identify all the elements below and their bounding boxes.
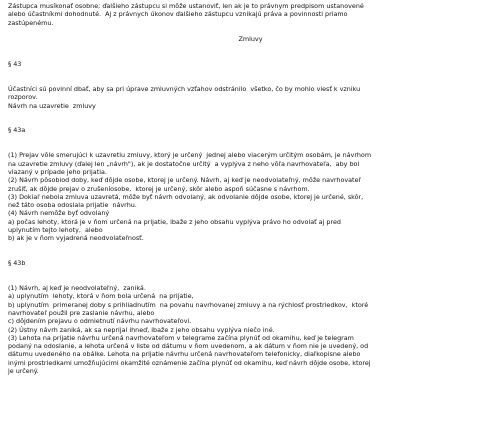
- paragraph-line: je určený.: [8, 367, 39, 376]
- paragraph-line: (3) Lehota na prijatie návrhu určená navrhovateľom v telegrame začína plynúť od okamihu, keď je telegram: [8, 333, 354, 342]
- paragraph-line: b) ak je v ňom vyjadrená neodvolateľnosť.: [8, 234, 144, 243]
- paragraph-line: (4) Návrh nemôže byť odvolaný: [8, 209, 110, 218]
- paragraph-line: (1) Návrh, aj keď je neodvolateľný, zaniká.: [8, 284, 146, 293]
- paragraph-line: b) uplynutím primeranej doby s prihliadnutím na povahu navrhovanej zmluvy a na rýchlosť prostriedkov, ktoré: [8, 300, 369, 309]
- paragraph-line: a) uplynutím lehoty, ktorá v ňom bola určená na prijatie,: [8, 292, 194, 301]
- section-heading-zmluvy: Zmluvy: [238, 35, 263, 44]
- paragraph-line: Účastníci sú povinní dbať, aby sa pri úprave zmluvných vzťahov odstránilo všetko, čo by mohlo viesť k vzniku: [8, 84, 361, 93]
- section-title: § 43a: [8, 126, 26, 135]
- paragraph-line: a) počas lehoty, ktorá je v ňom určená na prijatie, ibaže z jeho obsahu vyplýva právo ho odvolať aj pred: [8, 217, 341, 226]
- paragraph-line: navrhovateľ použil pre zaslanie návrhu, alebo: [8, 308, 155, 317]
- paragraph-line: dátumu uvedeného na obálke. Lehota na prijatie návrhu určená navrhovateľom telefonicky, diaľkopisne alebo: [8, 350, 361, 359]
- paragraph-line: viazaný v prípade jeho prijatia.: [8, 167, 107, 176]
- paragraph-line: podaný na odoslanie, a lehota určená v liste od dátumu v ňom uvedenom, a ak dátum v ňom nie je uvedený, od: [8, 342, 369, 351]
- paragraph-line: (2) Návrh pôsobiod doby, keď dôjde osobe, ktorej je určený. Návrh, aj keď je neodvolateľný, môže navrhovateľ: [8, 176, 361, 185]
- intro-line: Zástupca musíkonať osobne; ďalšieho zástupcu si môže ustanoviť, len ak je to právnym predpisom ustanovené: [8, 2, 364, 10]
- paragraph-line: než táto osoba odoslala prijatie návrhu.: [8, 201, 137, 210]
- section-title: § 43: [8, 60, 22, 69]
- paragraph-line: (2) Ústny návrh zaniká, ak sa neprijal ihneď, ibaže z jeho obsahu vyplýva niečo iné.: [8, 325, 275, 334]
- intro-line: zastúpenému.: [8, 18, 54, 27]
- paragraph-line: Návrh na uzavretie zmluvy: [8, 101, 96, 110]
- paragraph-line: inými prostriedkami umožňujúcimi okamžité oznámenie začína plynúť od okamihu, keď návrh dôjde osobe, ktorej: [8, 358, 371, 367]
- section-title: § 43b: [8, 259, 26, 268]
- intro-line: alebo účastníkmi dohodnuté. Aj z právnych úkonov ďalšieho zástupcu vznikajú práva a povinnosti priamo: [8, 10, 348, 19]
- paragraph-line: (1) Prejav vôle smerujúci k uzavretiu zmluvy, ktorý je určený jednej alebo viacerým určitým osobám, je návrhom: [8, 151, 372, 160]
- paragraph-line: na uzavretie zmluvy (ďalej len „návrh"), ak je dostatočne určitý a vyplýva z neho vôľa navrhovateľa, aby bol: [8, 159, 360, 168]
- paragraph-line: zrušiť, ak dôjde prejav o zrušeníosobe, ktorej je určený, skôr alebo aspoň súčasne s návrhom.: [8, 184, 310, 193]
- paragraph-line: c) dôjdením prejavu o odmietnutí návrhu navrhovateľovi.: [8, 317, 192, 326]
- paragraph-line: uplynutím tejto lehoty, alebo: [8, 226, 103, 235]
- paragraph-line: rozporov.: [8, 93, 38, 102]
- paragraph-line: (3) Dokiaľ nebola zmluva uzavretá, môže byť návrh odvolaný, ak odvolanie dôjde osobe, ktorej je určené, skôr,: [8, 192, 364, 201]
